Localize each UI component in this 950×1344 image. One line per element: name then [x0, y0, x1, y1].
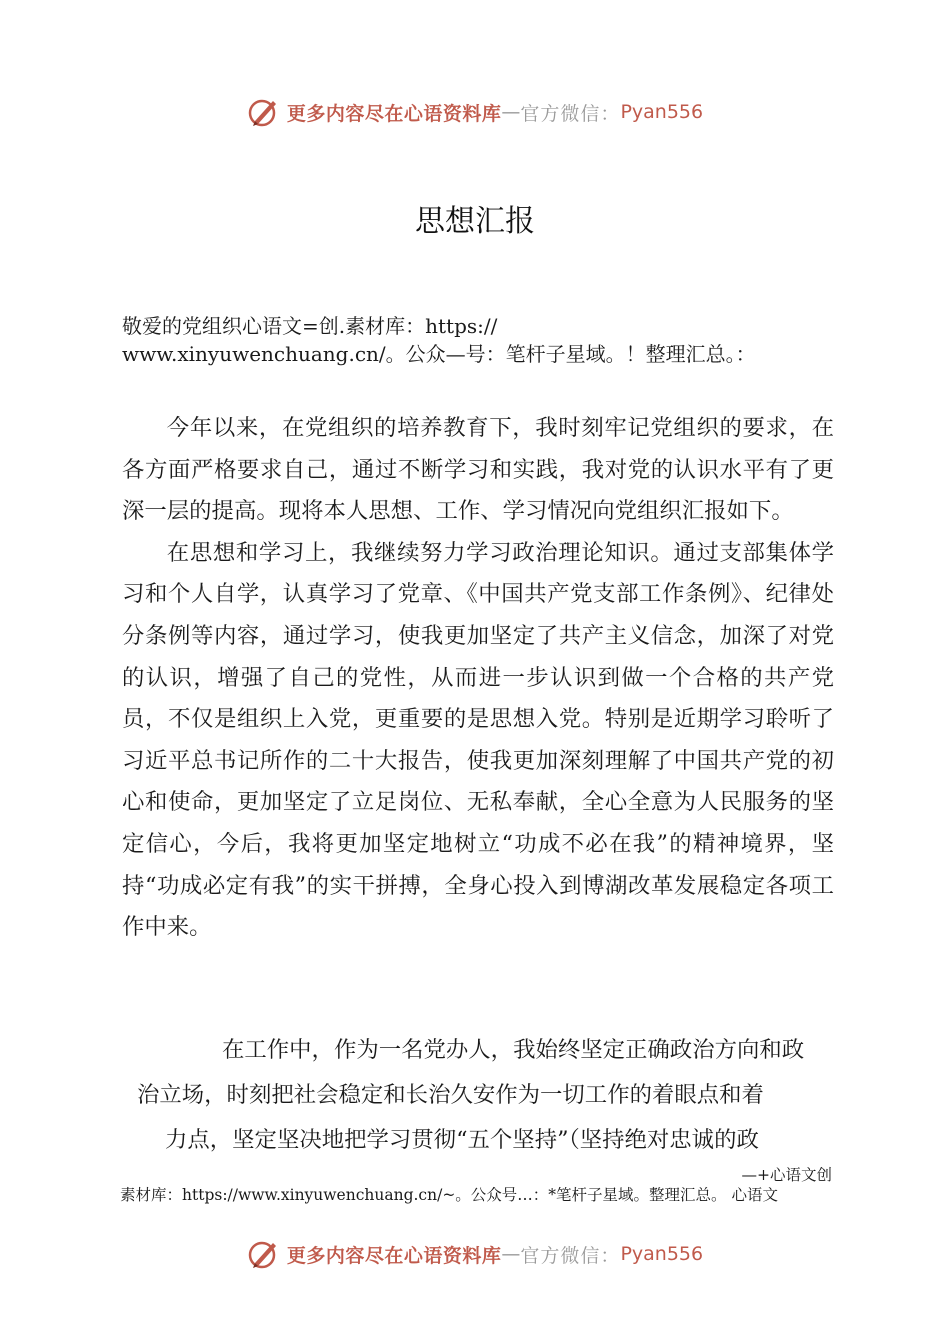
banner-dash: — — [501, 1243, 521, 1265]
paragraph-3-line-3: 力点，坚定坚决地把学习贯彻“五个坚持”（坚持绝对忠诚的政 — [165, 1127, 759, 1153]
pen-logo-icon — [247, 95, 281, 129]
banner-wechat-id: Pyan556 — [620, 101, 704, 123]
salutation — [122, 312, 862, 368]
banner-main-text: 更多内容尽在心语资料库 — [286, 102, 502, 125]
footer-line-2: 素材库：https://www.xinyuwenchuang.cn/~。公众号…：*笔杆子星域。整理汇总。 心语文 — [120, 1186, 778, 1204]
paragraph-2: 在思想和学习上，我继续努力学习政治理论知识。通过支部集体学习和个人自学，认真学习了党章、《中国共产党支部工作条例》、纪律处分条例等内容，通过学习，使我更加坚定了共产主义信念，加深了对党的认识，增强了自己的党性，从而进一步认识到做一个合格的共产党员，不仅是组织上入党，更重要的是思想入党。特别是近期学习聆听了习近平总书记所作的二十大报告，使我更加深刻理解了中国共产党的初心和使命，更加坚定了立足岗位、无私奉献，全心全意为人民服务的坚定信心，今后，我将更加坚定地树立“功成不必在我”的精神境界，坚持“功成必定有我”的实干拼搏，全身心投入到博湖改革发展稳定各项工作中来。 — [122, 539, 834, 941]
salutation-line-2: www.xinyuwenchuang.cn/。公众—号：笔杆子星域。！整理汇总。： — [122, 342, 756, 366]
banner-sub-text: 官方微信： — [520, 102, 621, 125]
banner-wechat-id: Pyan556 — [620, 1243, 704, 1265]
banner-sub-text: 官方微信： — [520, 1244, 621, 1267]
paragraph-1: 今年以来，在党组织的培养教育下，我时刻牢记党组织的要求，在各方面严格要求自己，通过不断学习和实践，我对党的认识水平有了更深一层的提高。现将本人思想、工作、学习情况向党组织汇报如下。 — [122, 415, 834, 525]
paragraph-3-line-1: 在工作中，作为一名党办人，我始终坚定正确政治方向和政 — [222, 1037, 805, 1063]
document-title: 思想汇报 — [415, 204, 535, 239]
paragraph-3-line-2: 治立场，时刻把社会稳定和长治久安作为一切工作的着眼点和着 — [137, 1082, 764, 1108]
footer-banner — [0, 1234, 950, 1274]
banner-main-text: 更多内容尽在心语资料库 — [286, 1244, 502, 1267]
salutation-line-1: 敬爱的党组织心语文=创.素材库：https:// — [122, 314, 498, 338]
document-body — [122, 408, 834, 949]
header-banner — [0, 92, 950, 132]
banner-dash: — — [501, 101, 521, 123]
footer-line-1: —+心语文创 — [741, 1166, 832, 1184]
pen-logo-icon — [247, 1237, 281, 1271]
